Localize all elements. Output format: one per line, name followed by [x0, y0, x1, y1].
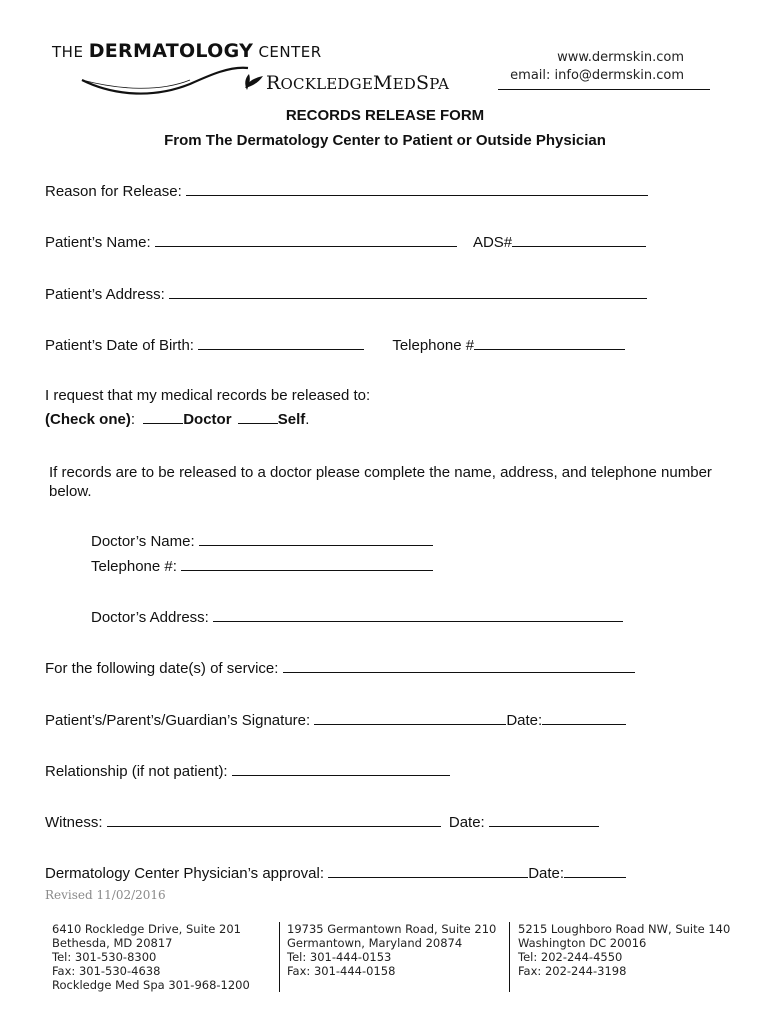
footer-washington-office [518, 922, 730, 978]
relationship-field[interactable] [232, 763, 450, 776]
check-one-label: (Check one) [45, 411, 131, 428]
physician-approval-label: Dermatology Center Physician’s approval: [45, 865, 325, 882]
patient-name-row [45, 234, 646, 251]
doctor-address-label: Doctor’s Address: [91, 609, 209, 626]
telephone-label: Telephone # [392, 337, 475, 354]
doctor-telephone-field[interactable] [181, 558, 433, 571]
doctor-telephone-label: Telephone #: [91, 558, 177, 575]
form-subtitle: From The Dermatology Center to Patient or Outside Physician [164, 132, 606, 149]
dob-label: Patient’s Date of Birth: [45, 337, 194, 354]
request-text: I request that my medical records be released to: [45, 387, 371, 404]
doctor-address-row [91, 609, 623, 626]
logo-spa-s: S [416, 72, 430, 94]
footer-line: Rockledge Med Spa 301-968-1200 [52, 978, 250, 992]
revised-date: Revised 11/02/2016 [45, 888, 166, 902]
physician-approval-field[interactable] [328, 865, 528, 878]
check-one-row [45, 411, 309, 428]
doctor-address-field[interactable] [213, 609, 623, 622]
footer-line: 19735 Germantown Road, Suite 210 [287, 922, 497, 936]
footer-germantown-office [287, 922, 496, 978]
ads-label: ADS# [472, 234, 513, 251]
logo-spa-pa: PA [429, 75, 450, 93]
footer-line: 6410 Rockledge Drive, Suite 201 [52, 922, 241, 936]
footer-divider [279, 922, 280, 992]
rockledge-medspa-logo [266, 72, 449, 94]
footer-line: Fax: 301-530-4638 [52, 964, 161, 978]
footer-line: Fax: 301-444-0158 [287, 964, 396, 978]
footer-line: Tel: 301-444-0153 [287, 950, 392, 964]
self-period: . [305, 411, 310, 428]
logo-swoosh-graphic [80, 60, 250, 102]
dermatology-center-logo [52, 40, 322, 62]
patient-address-label: Patient’s Address: [45, 286, 165, 303]
form-title: RECORDS RELEASE FORM [285, 107, 485, 124]
signature-date-label: Date: [506, 712, 543, 729]
signature-field[interactable] [314, 712, 506, 725]
dob-field[interactable] [198, 337, 364, 350]
logo-spa-ockledge: OCKLEDGE [280, 75, 373, 93]
dates-of-service-field[interactable] [283, 660, 635, 673]
email-link[interactable]: email: info@dermskin.com [510, 68, 684, 83]
witness-date-field[interactable] [489, 814, 599, 827]
footer-line: Fax: 202-244-3198 [518, 964, 627, 978]
footer-line: Tel: 202-244-4550 [518, 950, 623, 964]
relationship-label: Relationship (if not patient): [45, 763, 228, 780]
witness-label: Witness: [45, 814, 103, 831]
relationship-row [45, 763, 450, 780]
patient-name-label: Patient’s Name: [45, 234, 151, 251]
reason-label: Reason for Release: [45, 183, 182, 200]
website-link[interactable]: www.dermskin.com [557, 50, 684, 65]
logo-spa-r: R [266, 72, 281, 94]
footer-line: 5215 Loughboro Road NW, Suite 140 [518, 922, 731, 936]
patient-address-field[interactable] [169, 286, 647, 299]
signature-label: Patient’s/Parent’s/Guardian’s Signature: [45, 712, 311, 729]
doctor-name-field[interactable] [199, 533, 433, 546]
footer-line: Tel: 301-530-8300 [52, 950, 157, 964]
self-checkbox[interactable] [238, 411, 278, 424]
reason-row [45, 183, 648, 200]
signature-row [45, 712, 626, 729]
leaf-icon [243, 72, 265, 92]
footer-line: Germantown, Maryland 20874 [287, 936, 463, 950]
telephone-field[interactable] [474, 337, 625, 350]
self-option-label: Self [277, 411, 306, 428]
dates-of-service-row [45, 660, 635, 677]
doctor-checkbox[interactable] [143, 411, 183, 424]
instruction-text: If records are to be released to a doctor please complete the name, address, and telephone number below. [49, 464, 712, 500]
logo-the: THE [52, 43, 84, 61]
header-divider [498, 89, 710, 90]
footer-rockledge-office [52, 922, 250, 992]
footer-divider [509, 922, 510, 992]
witness-date-label: Date: [448, 814, 485, 831]
reason-field[interactable] [186, 183, 648, 196]
physician-approval-row [45, 865, 626, 882]
footer-line: Washington DC 20016 [518, 936, 647, 950]
logo-dermatology: DERMATOLOGY [88, 40, 254, 62]
dob-row [45, 337, 625, 354]
footer-line: Bethesda, MD 20817 [52, 936, 173, 950]
doctor-name-row [91, 533, 433, 550]
doctor-option-label: Doctor [183, 411, 232, 428]
witness-field[interactable] [107, 814, 441, 827]
doctor-telephone-row [91, 558, 433, 575]
logo-spa-ed: ED [392, 75, 417, 93]
check-one-colon: : [130, 411, 136, 428]
logo-spa-m: M [372, 72, 393, 94]
patient-address-row [45, 286, 647, 303]
logo-center: CENTER [258, 43, 322, 61]
witness-row [45, 814, 599, 831]
patient-name-field[interactable] [155, 234, 457, 247]
physician-date-label: Date: [528, 865, 565, 882]
physician-date-field[interactable] [564, 865, 626, 878]
dates-of-service-label: For the following date(s) of service: [45, 660, 279, 677]
ads-field[interactable] [512, 234, 646, 247]
signature-date-field[interactable] [542, 712, 626, 725]
doctor-name-label: Doctor’s Name: [91, 533, 195, 550]
